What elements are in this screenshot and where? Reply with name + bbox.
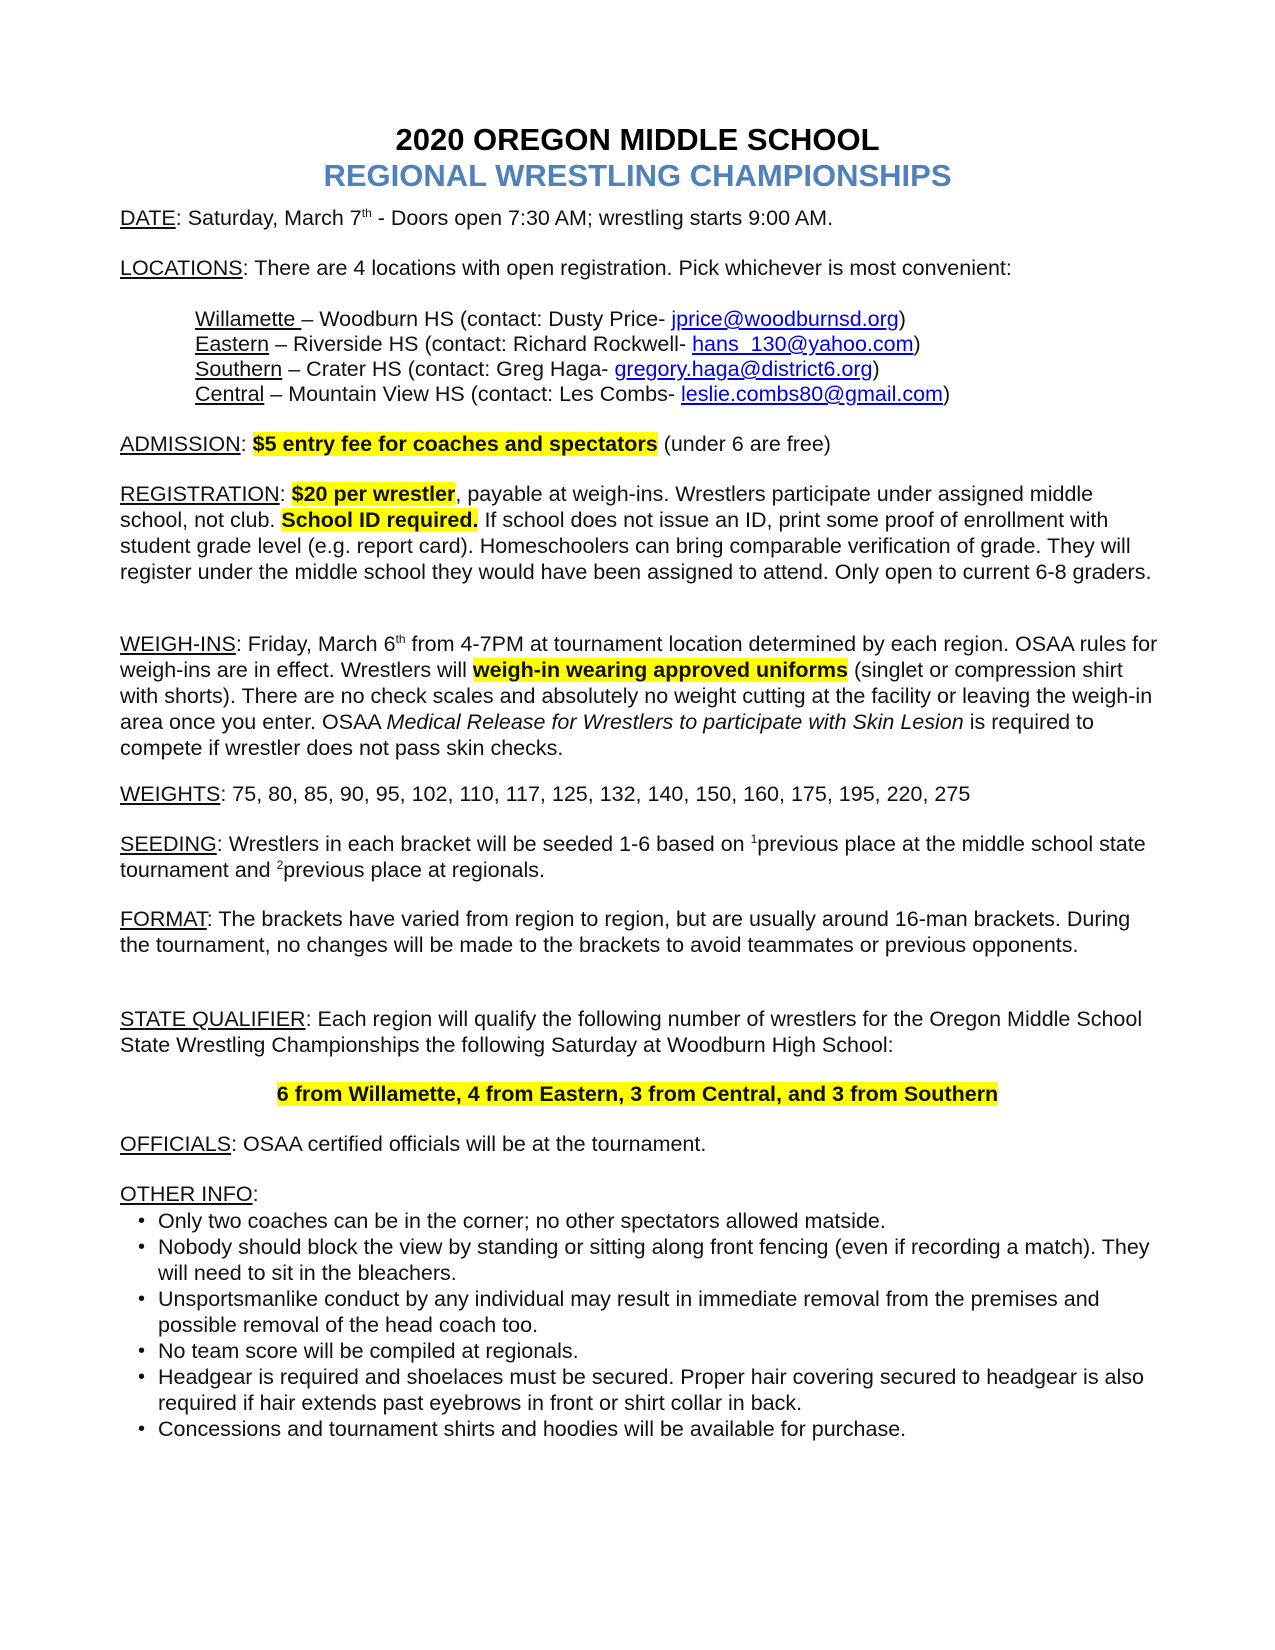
location-close: ) [898,307,906,331]
list-item-text: Only two coaches can be in the corner; no other spectators allowed matside. [158,1209,886,1233]
registration-highlight-fee: $20 per wrestler [291,482,456,506]
bullet-icon: • [138,1210,146,1232]
seeding-sup-1: 1 [750,831,758,846]
locations-label: LOCATIONS [120,256,243,280]
registration-paragraph [120,481,1160,585]
list-item-text: Nobody should block the view by standing or sitting along front fencing (even if recording a match). They will need to sit in the bleachers. [158,1235,1150,1285]
seeding-text-a: : Wrestlers in each bracket will be seeded 1-6 based on [216,832,751,856]
admission-paragraph [120,431,1160,457]
admission-highlight: $5 entry fee for coaches and spectators [252,432,658,456]
location-region: Eastern [195,332,270,356]
locations-paragraph [120,255,1160,281]
location-email-link[interactable]: hans_130@yahoo.com [692,332,914,356]
weights-text: : 75, 80, 85, 90, 95, 102, 110, 117, 125, 132, 140, 150, 160, 175, 195, 220, 275 [220,782,971,806]
location-item-central [195,381,1095,407]
date-paragraph [120,205,1160,231]
state-qualifier-highlight: 6 from Willamette, 4 from Eastern, 3 from Central, and 3 from Southern [276,1082,999,1106]
state-qualifier-text: : Each region will qualify the following number of wrestlers for the Oregon Middle School State Wrestling Championships the following Saturday at Woodburn High School: [120,1007,1143,1057]
registration-highlight-id: School ID required. [281,508,479,532]
weighins-text-c: (singlet or compression shirt with shorts). There are no check scales and absolutely no weight cutting at the facility or leaving the weigh-in area once you enter. OSAA [120,658,1153,734]
list-item [120,1338,1160,1364]
bullet-icon: • [138,1418,146,1440]
list-item [120,1286,1160,1338]
location-item-eastern [195,331,1095,357]
location-email-link[interactable]: gregory.haga@district6.org [614,357,873,381]
format-paragraph [120,906,1160,958]
admission-label: ADMISSION [120,432,241,456]
weighins-sup: th [395,631,406,646]
location-region: Southern [195,357,283,381]
date-text-b: - Doors open 7:30 AM; wrestling starts 9:00 AM. [371,206,834,230]
state-qualifier-label: STATE QUALIFIER [120,1007,306,1031]
locations-text: : There are 4 locations with open registration. Pick whichever is most convenient: [242,256,1012,280]
seeding-paragraph [120,831,1160,883]
location-region: Central [195,382,265,406]
seeding-text-b: previous place at the middle school state tournament and [120,832,1146,882]
weights-label: WEIGHTS [120,782,221,806]
state-qualifier-allocation [0,1081,1275,1107]
list-item [120,1364,1160,1416]
registration-text-1: , payable at weigh-ins. Wrestlers participate under assigned middle school, not club. [120,482,1094,532]
seeding-label: SEEDING [120,832,217,856]
location-item-willamette [195,306,1095,332]
location-detail: – Woodburn HS (contact: Dusty Price- [301,307,672,331]
location-detail: – Mountain View HS (contact: Les Combs- [264,382,681,406]
officials-paragraph [120,1131,1160,1157]
title-line-1: 2020 OREGON MIDDLE SCHOOL [395,122,880,157]
officials-label: OFFICIALS [120,1132,232,1156]
other-info-heading [120,1181,1160,1207]
location-detail: – Riverside HS (contact: Richard Rockwell- [269,332,693,356]
location-detail: – Crater HS (contact: Greg Haga- [282,357,615,381]
location-close: ) [872,357,880,381]
list-item [120,1234,1160,1286]
state-qualifier-paragraph [120,1006,1160,1058]
weighins-label: WEIGH-INS [120,632,236,656]
bullet-icon: • [138,1236,146,1258]
list-item-text: Unsportsmanlike conduct by any individual may result in immediate removal from the premises and possible removal of the head coach too. [158,1287,1100,1337]
location-close: ) [942,382,951,406]
weighins-text-a: : Friday, March 6 [235,632,396,656]
list-item [120,1416,1160,1442]
registration-label: REGISTRATION [120,482,280,506]
seeding-sup-2: 2 [276,857,284,872]
weights-paragraph [120,781,1160,807]
location-email-link[interactable]: leslie.combs80@gmail.com [680,382,943,406]
admission-colon: : [240,432,253,456]
weighins-highlight: weigh-in wearing approved uniforms [472,658,848,682]
bullet-icon: • [138,1340,146,1362]
list-item-text: Concessions and tournament shirts and hoodies will be available for purchase. [158,1417,907,1441]
title-line-2: REGIONAL WRESTLING CHAMPIONSHIPS [323,158,952,193]
weighins-text-b: from 4-7PM at tournament location determined by each region. OSAA rules for weigh-ins are in effect. Wrestlers will [120,632,1158,682]
other-info-label: OTHER INFO [120,1182,253,1206]
date-label: DATE [120,206,176,230]
admission-rest: (under 6 are free) [657,432,831,456]
location-close: ) [913,332,921,356]
registration-colon: : [279,482,292,506]
other-info-colon: : [252,1182,259,1206]
list-item-text: No team score will be compiled at regionals. [158,1339,579,1363]
seeding-text-c: previous place at regionals. [283,858,546,882]
other-info-list [120,1208,1160,1442]
list-item-text: Headgear is required and shoelaces must be secured. Proper hair covering secured to headgear is also required if hair extends past eyebrows in front or shirt collar in back. [158,1365,1144,1415]
weighins-italic: Medical Release for Wrestlers to participate with Skin Lesion [386,710,964,734]
date-text-a: : Saturday, March 7 [175,206,362,230]
weighins-text-d: is required to compete if wrestler does not pass skin checks. [120,710,1094,760]
weighins-paragraph [120,631,1160,761]
location-item-southern [195,356,1095,382]
bullet-icon: • [138,1366,146,1388]
format-label: FORMAT [120,907,207,931]
officials-text: : OSAA certified officials will be at the tournament. [231,1132,707,1156]
date-sup: th [361,205,372,220]
registration-text-2: If school does not issue an ID, print some proof of enrollment with student grade level (e.g. report card). Homeschoolers can bring comparable verification of grade. They will register under the middle school they would have been assigned to attend. Only open to current 6-8 graders. [120,508,1152,584]
location-email-link[interactable]: jprice@woodburnsd.org [671,307,899,331]
bullet-icon: • [138,1288,146,1310]
location-region: Willamette [195,307,302,331]
list-item [120,1208,1160,1234]
format-text: : The brackets have varied from region to region, but are usually around 16-man brackets. During the tournament, no changes will be made to the brackets to avoid teammates or previous opponents. [120,907,1131,957]
